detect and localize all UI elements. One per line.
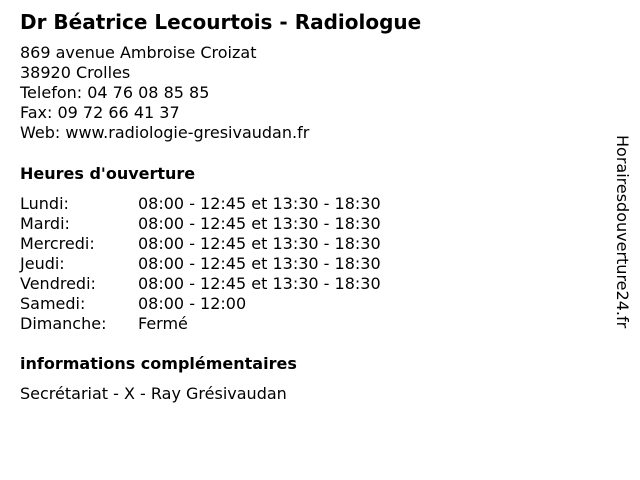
fax-number: Fax: 09 72 66 41 37 xyxy=(20,103,180,122)
hours-row xyxy=(20,194,381,214)
hours-row xyxy=(20,314,381,334)
hours-day: Lundi: xyxy=(20,194,69,213)
hours-day: Mardi: xyxy=(20,214,70,233)
hours-time: 08:00 - 12:45 et 13:30 - 18:30 xyxy=(138,234,381,253)
hours-table xyxy=(20,194,381,334)
address-street: 869 avenue Ambroise Croizat xyxy=(20,43,257,62)
hours-row xyxy=(20,294,381,314)
page-title: Dr Béatrice Lecourtois - Radiologue xyxy=(20,10,422,34)
hours-day: Dimanche: xyxy=(20,314,107,333)
info-text: Secrétariat - X - Ray Grésivaudan xyxy=(20,384,287,403)
info-heading: informations complémentaires xyxy=(20,354,297,373)
website: Web: www.radiologie-gresivaudan.fr xyxy=(20,123,310,142)
hours-row xyxy=(20,214,381,234)
phone-number: Telefon: 04 76 08 85 85 xyxy=(20,83,210,102)
hours-time: 08:00 - 12:45 et 13:30 - 18:30 xyxy=(138,194,381,213)
hours-heading: Heures d'ouverture xyxy=(20,164,196,183)
hours-day: Vendredi: xyxy=(20,274,96,293)
hours-time: 08:00 - 12:45 et 13:30 - 18:30 xyxy=(138,214,381,233)
address-block xyxy=(20,43,309,143)
hours-day: Mercredi: xyxy=(20,234,95,253)
address-city: 38920 Crolles xyxy=(20,63,131,82)
hours-day: Jeudi: xyxy=(20,254,65,273)
hours-row xyxy=(20,274,381,294)
hours-row xyxy=(20,234,381,254)
hours-time: Fermé xyxy=(138,314,188,333)
hours-time: 08:00 - 12:00 xyxy=(138,294,247,313)
hours-time: 08:00 - 12:45 et 13:30 - 18:30 xyxy=(138,274,381,293)
hours-row xyxy=(20,254,381,274)
watermark: Horairesdouverture24.fr xyxy=(613,135,632,329)
hours-day: Samedi: xyxy=(20,294,86,313)
hours-time: 08:00 - 12:45 et 13:30 - 18:30 xyxy=(138,254,381,273)
